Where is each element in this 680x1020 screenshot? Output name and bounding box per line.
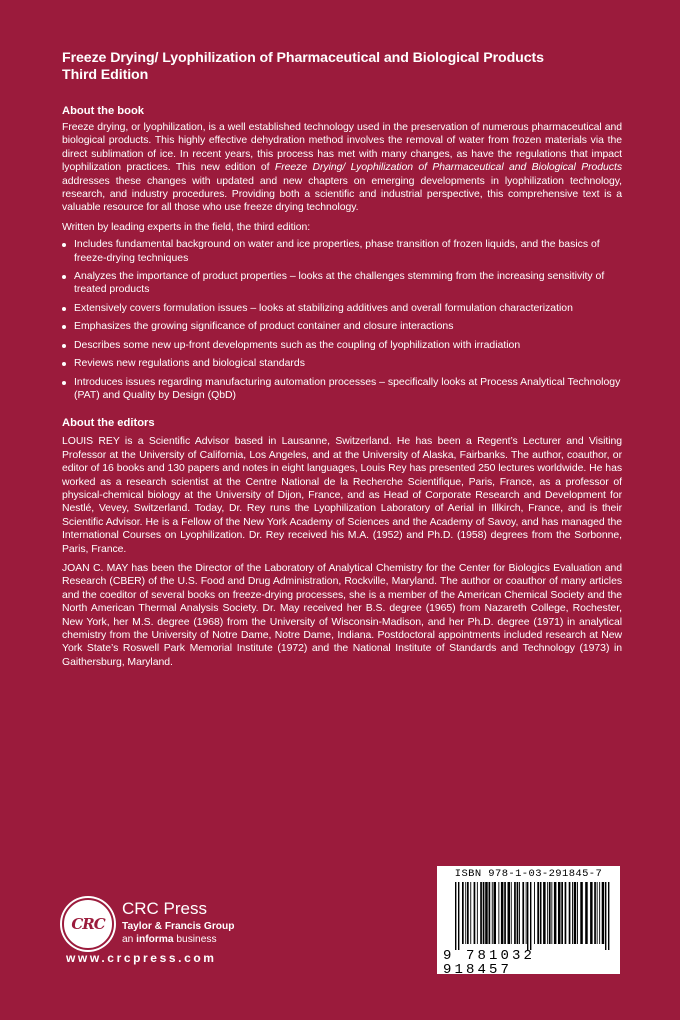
business-prefix: an	[122, 934, 137, 945]
barcode-bar	[577, 882, 578, 944]
barcode-bar	[565, 882, 567, 944]
barcode-bar	[574, 882, 577, 944]
barcode-bar	[508, 882, 511, 944]
barcode-bar	[585, 882, 588, 944]
barcode-bar	[519, 882, 520, 944]
barcode-bar	[517, 882, 519, 944]
book-title	[62, 50, 622, 84]
barcode-bar	[551, 882, 552, 944]
feature-item: Describes some new up-front developments such as the coupling of lyophilization with irradiation	[62, 339, 622, 352]
about-book-text-start: Freeze drying, or lyophilization, is a well established technology used in the preservation of numerous pharmaceutical and biological products. This highly effective dehydration method involves the removal of water from frozen materials via the direct sublimation of ice. In recent years, this process has met with many changes, as have the regulations that impact lyophilization practices. This new edition of	[62, 122, 622, 174]
barcode-bar	[465, 882, 466, 944]
barcode-digits: 9 781032 918457	[443, 948, 536, 978]
barcode-guard-bar	[458, 882, 459, 950]
barcode-bar	[477, 882, 478, 944]
feature-item: Includes fundamental background on water and ice properties, phase transition of frozen liquids, and the basics of freeze-drying techniques	[62, 238, 622, 265]
feature-item: Extensively covers formulation issues – looks at stabilizing additives and overall formulation characterization	[62, 302, 622, 315]
barcode-bar	[483, 882, 485, 944]
barcode-bar	[580, 882, 583, 944]
barcode-bar	[602, 882, 605, 944]
barcode-bar	[547, 882, 548, 944]
barcode-bar	[485, 882, 488, 944]
feature-item: Emphasizes the growing significance of product container and closure interactions	[62, 320, 622, 333]
barcode-bar	[554, 882, 557, 944]
barcode-bar	[590, 882, 593, 944]
barcode-bar	[514, 882, 516, 944]
crc-logo	[62, 898, 114, 950]
barcode-guard-bar	[530, 882, 531, 950]
publisher-business	[122, 934, 217, 946]
barcode-bar	[597, 882, 598, 944]
isbn-label: ISBN 978-1-03-291845-7	[454, 868, 603, 880]
features-intro: Written by leading experts in the field, the third edition:	[62, 221, 311, 233]
barcode-bar	[599, 882, 600, 944]
isbn-barcode	[437, 866, 620, 978]
features-list	[62, 238, 622, 402]
feature-item: Reviews new regulations and biological standards	[62, 357, 622, 370]
about-book-heading: About the book	[62, 105, 145, 117]
barcode-guard-bar	[527, 882, 528, 950]
barcode-bar	[501, 882, 504, 944]
barcode-bar	[549, 882, 551, 944]
barcode-bar	[540, 882, 542, 944]
publisher-url: www.crcpress.com	[66, 951, 217, 965]
about-book-title-italic: Freeze Drying/ Lyophilization of Pharmaceutical and Biological Products	[274, 162, 622, 174]
barcode-bar	[462, 882, 464, 944]
barcode-bars	[443, 882, 614, 950]
about-book-paragraph	[62, 121, 622, 215]
barcode-bar	[561, 882, 563, 944]
business-informa: informa	[136, 934, 174, 945]
barcode-bar	[526, 882, 527, 944]
barcode-bar	[492, 882, 493, 944]
feature-item: Introduces issues regarding manufacturing automation processes – specifically looks at Process Analytical Technology (PAT) and Quality by Design (QbD)	[62, 376, 622, 403]
barcode-bar	[498, 882, 499, 944]
barcode-bar	[480, 882, 482, 944]
publisher-name: CRC Press	[122, 899, 208, 918]
barcode-bar	[594, 882, 596, 944]
barcode-bar	[470, 882, 471, 944]
about-editors-heading: About the editors	[62, 417, 155, 430]
barcode-bar	[489, 882, 491, 944]
barcode-bar	[558, 882, 561, 944]
barcode-bar	[474, 882, 476, 944]
editor-bio-may: JOAN C. MAY has been the Director of the Laboratory of Analytical Chemistry for the Center for Biologics Evaluation and Research (CBER) of the U.S. Food and Drug Administration, Rockville, Maryland. The author or coauthor of many articles and the coeditor of several books on freeze-drying processes, she is a member of the American Chemical Society and the North American Thermal Analysis Society. Dr. May received her B.S. degree (1965) from Nazareth College, Rochester, New York, her M.S. degree (1968) from the University of Wisconsin-Madison, and her Ph.D. degree (1971) in analytical chemistry from the University of Notre Dame, Notre Dame, Indiana. Postdoctoral appointments included research at New York State’s Roswell Park Memorial Institute (1972) and the National Institute of Standards and Technology (1973) in Gaithersburg, Maryland.	[62, 562, 622, 668]
about-book-text-end: addresses these changes with updated and new chapters on emerging developments in lyophilization technology, research, and industry procedures. Providing both a scientific and industrial perspective, this comprehensive text is a valuable resource for all those who use freeze drying technology.	[62, 175, 622, 214]
book-title-line1: Freeze Drying/ Lyophilization of Pharmaceutical and Biological Products	[62, 50, 544, 66]
barcode-bar	[522, 882, 524, 944]
barcode-bar	[511, 882, 512, 944]
barcode-guard-bar	[608, 882, 609, 950]
crc-logo-text: CRC	[71, 915, 105, 933]
barcode-bar	[494, 882, 497, 944]
barcode-bar	[537, 882, 539, 944]
barcode-bar	[569, 882, 571, 944]
barcode-guard-bar	[605, 882, 606, 950]
barcode-bar	[543, 882, 546, 944]
barcode-bar	[467, 882, 469, 944]
back-cover-content	[62, 50, 622, 669]
feature-item: Analyzes the importance of product properties – looks at the challenges stemming from the increasing sensitivity of treated products	[62, 270, 622, 297]
business-suffix: business	[173, 934, 217, 945]
barcode-bar	[504, 882, 506, 944]
barcode-bar	[534, 882, 535, 944]
barcode-guard-bar	[455, 882, 456, 950]
editor-bio-rey: LOUIS REY is a Scientific Advisor based in Lausanne, Switzerland. He has been a Regent’s Lecturer and Visiting Professor at the University of California, Los Angeles, and at the University of Alaska, Fairbanks. The author, coauthor, or editor of 16 books and 130 papers and notes in eight languages, Louis Rey has presented 250 lectures worldwide. He has worked as a research scientist at the Centre National de la Recherche Scientifique, Paris, France, as a professor of physical-chemical biology at the University of Dijon, France, and as Head of Corporate Research and Development for Nestlé, Vevey, Switzerland. Today, Dr. Rey runs the Lyophilization Laboratory of Aerial in Illkirch, France, and is their Scientific Advisor. He is a Fellow of the New York Academy of Sciences and the Academy of Savoy, and has managed the International Courses on Lyophilization. Dr. Rey received his M.A. (1952) and Ph.D. (1958) degrees from the Sorbonne, Paris, France.	[62, 436, 622, 555]
publisher-group: Taylor & Francis Group	[122, 921, 235, 932]
book-edition: Third Edition	[62, 67, 149, 83]
barcode-bar	[572, 882, 573, 944]
